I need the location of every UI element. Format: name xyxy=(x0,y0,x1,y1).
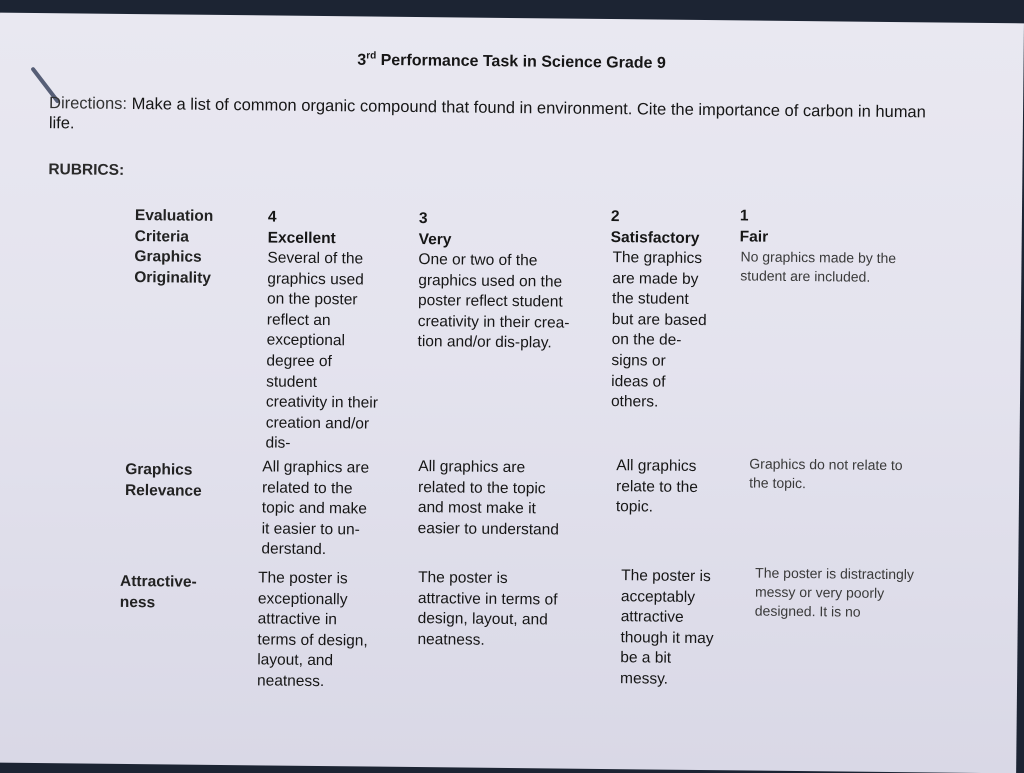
criteria-graphics-originality: Graphics Originality xyxy=(134,248,212,287)
cell-attractiveness-3: The poster is attractive in terms of design, layout, and neatness. xyxy=(417,569,558,649)
cell-originality-4: Several of the graphics used on the poster reflect an exceptional degree of student creativity in their creation and/or dis- xyxy=(265,249,379,453)
cell-relevance-1: Graphics do not relate to the topic. xyxy=(749,455,903,492)
cell-attractiveness-1: The poster is distractingly messy or very poorly designed. It is no xyxy=(754,564,915,620)
header-score-2: 2 Satisfactory xyxy=(610,208,700,247)
cell-attractiveness-4: The poster is exceptionally attractive in terms of design, layout, and neatness. xyxy=(256,569,368,691)
cell-relevance-3: All graphics are related to the topic and most make it easier to understand xyxy=(417,458,560,539)
cell-relevance-4: All graphics are related to the topic and make it easier to un- derstand. xyxy=(261,458,370,559)
cell-originality-2: The graphics are made by the student but are based on the de- signs or ideas of others. xyxy=(610,249,707,411)
cell-originality-1: No graphics made by the student are included. xyxy=(740,248,897,285)
header-score-4: 4 Excellent xyxy=(267,208,336,247)
directions-lead: Directions: xyxy=(48,94,128,113)
title-number: 3 xyxy=(357,51,367,69)
directions-paragraph xyxy=(49,93,949,142)
cell-attractiveness-2: The poster is acceptably attractive though it may be a bit messy. xyxy=(619,567,714,688)
rubrics-heading: RUBRICS: xyxy=(48,161,125,179)
criteria-graphics-relevance: Graphics Relevance xyxy=(124,460,202,500)
worksheet-paper xyxy=(0,13,1024,773)
title-ordinal-suffix: rd xyxy=(366,50,377,62)
cell-originality-3: One or two of the graphics used on the poster reflect student creativity in their crea- tion and/or dis-play. xyxy=(417,251,570,352)
page-title xyxy=(0,47,1024,77)
header-evaluation-criteria: Evaluation Criteria xyxy=(134,207,214,246)
title-text: Performance Task in Science Grade 9 xyxy=(376,51,666,72)
header-score-3: 3 Very xyxy=(418,210,452,248)
header-score-1: 1 Fair xyxy=(739,207,769,246)
cell-relevance-2: All graphics relate to the topic. xyxy=(615,457,699,516)
directions-text: Make a list of common organic compound that found in environment. Cite the importance of carbon in human life. xyxy=(48,94,926,133)
criteria-attractiveness: Attractive- ness xyxy=(119,572,197,611)
